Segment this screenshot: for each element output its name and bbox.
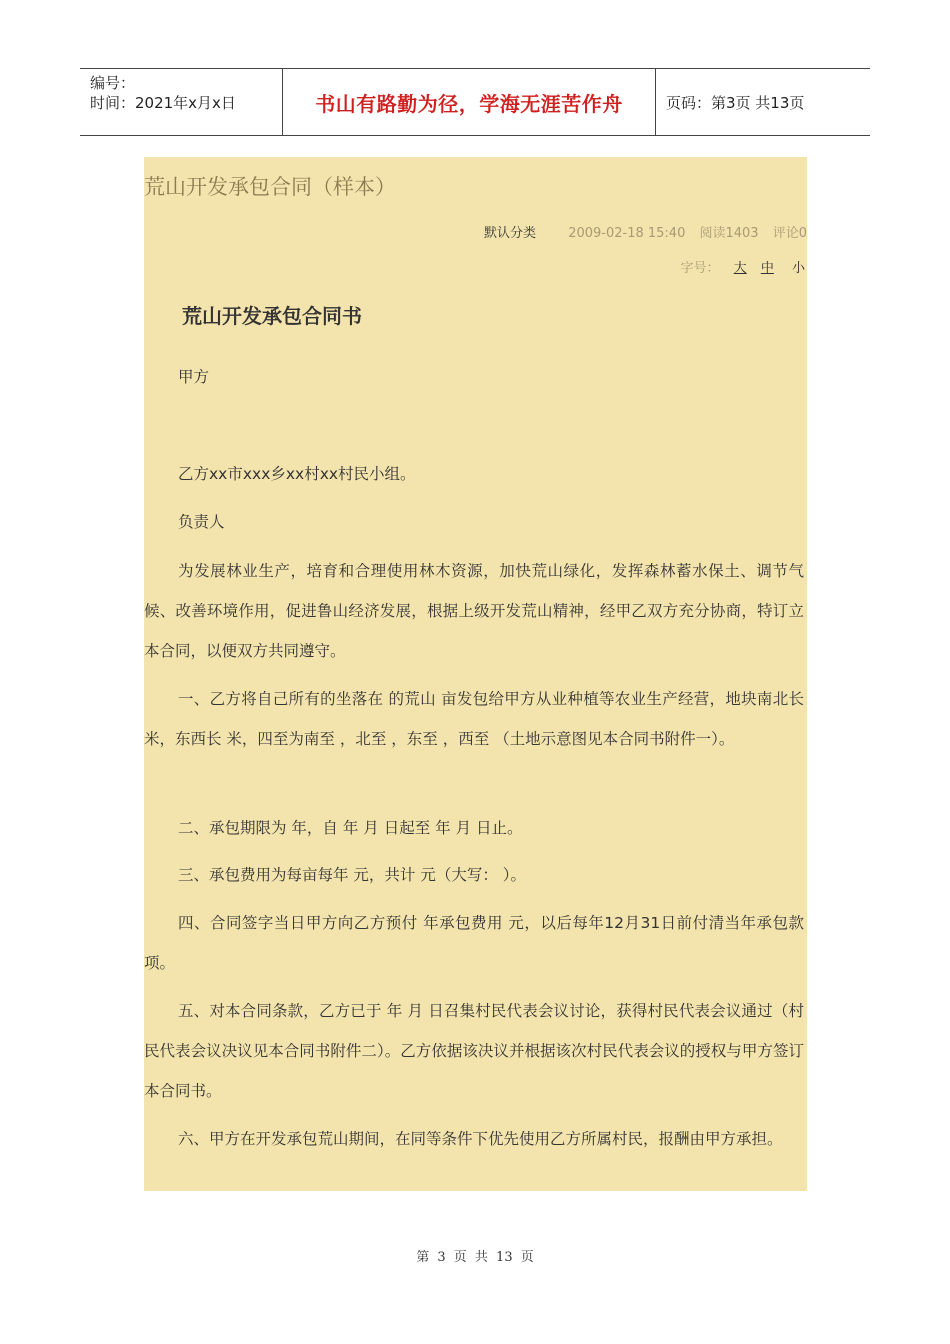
page-footer: 第 3 页 共 13 页	[416, 1250, 534, 1265]
preamble-paragraph: 为发展林业生产，培育和合理使用林木资源，加快荒山绿化，发挥森林蓄水保土、调节气候、改善环境作用，促进鲁山经济发展，根据上级开发荒山精神，经甲乙双方充分协商，特订立本合同，以便双方共同遵守。	[144, 562, 804, 660]
category-link[interactable]: 默认分类	[484, 226, 537, 241]
time-label: 时间：2021年x月x日	[90, 94, 236, 112]
clause-6-paragraph: 六、甲方在开发承包荒山期间，在同等条件下优先使用乙方所属村民，报酬由甲方承担。	[178, 1130, 783, 1148]
font-size-label: 字号：	[680, 261, 720, 276]
serial-number-label: 编号：	[90, 74, 136, 92]
header-info-cell	[80, 69, 282, 135]
comment-count[interactable]: 评论0	[772, 226, 807, 241]
read-count: 阅读1403	[699, 226, 759, 241]
contract-title: 荒山开发承包合同书	[182, 304, 362, 328]
font-size-selector	[681, 257, 805, 276]
post-datetime: 2009-02-18 15:40	[568, 226, 686, 241]
clause-1-paragraph: 一、乙方将自己所有的坐落在 的荒山 亩发包给甲方从业种植等农业生产经营，地块南北长 米，东西长 米，四至为南至 ，北至 ，东至 ，西至 （土地示意图见本合同书附件一）。	[144, 690, 804, 748]
header-page-label: 页码：第3页 共13页	[666, 93, 805, 112]
article-panel	[144, 157, 807, 1191]
clause-4-paragraph: 四、合同签字当日甲方向乙方预付 年承包费用 元，以后每年12月31日前付清当年承包款项。	[144, 914, 804, 972]
header-motto: 书山有路勤为径，学海无涯苦作舟	[282, 69, 656, 135]
clause-5-paragraph: 五、对本合同条款，乙方已于 年 月 日召集村民代表会议讨论，获得村民代表会议通过（村民代表会议决议见本合同书附件二）。乙方依据该决议并根据该次村民代表会议的授权与甲方签订本合同书。	[144, 1002, 804, 1100]
party-a-paragraph: 甲方	[178, 368, 210, 386]
clause-3-paragraph: 三、承包费用为每亩每年 元，共计 元（大写： ）。	[178, 866, 527, 884]
font-size-medium-link[interactable]: 中	[760, 261, 774, 276]
responsible-person-paragraph: 负责人	[178, 513, 225, 531]
article-title: 荒山开发承包合同（样本）	[144, 175, 396, 199]
article-meta	[484, 222, 807, 241]
font-size-large-link[interactable]: 大	[733, 261, 747, 276]
clause-2-paragraph: 二、承包期限为 年，自 年 月 日起至 年 月 日止。	[178, 819, 523, 837]
document-header	[80, 68, 870, 136]
party-b-paragraph: 乙方xx市xxx乡xx村xx村民小组。	[178, 465, 416, 483]
font-size-small-link[interactable]: 小	[791, 261, 805, 276]
